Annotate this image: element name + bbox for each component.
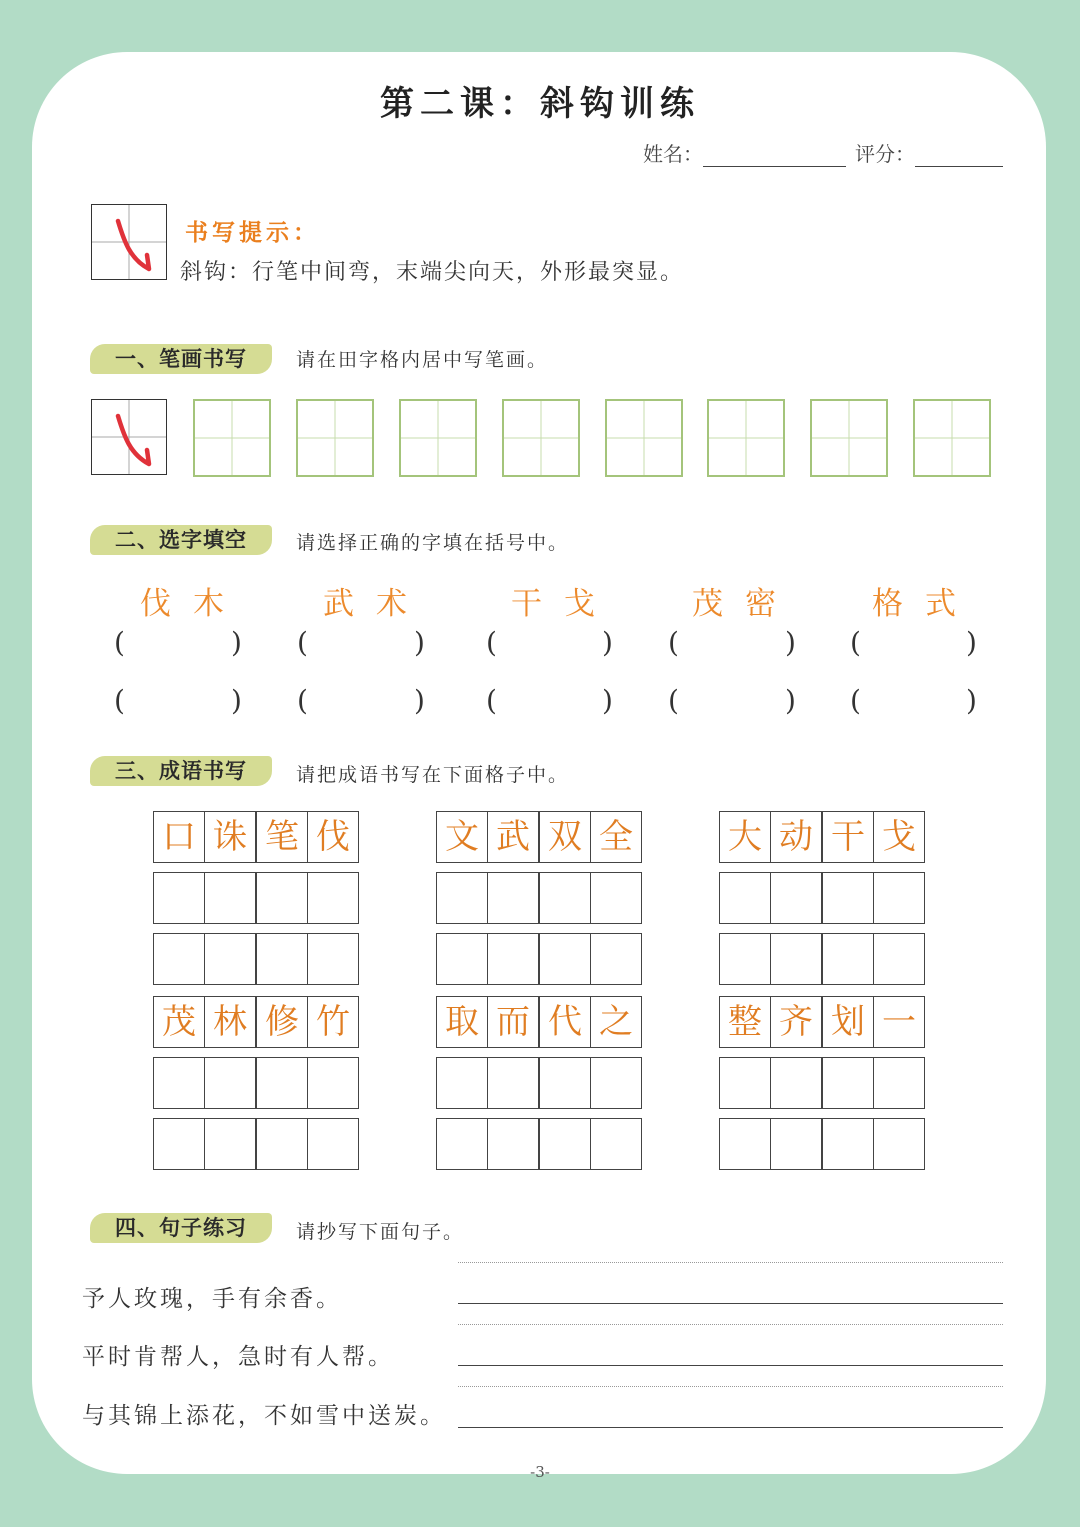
idiom-char: 而: [487, 996, 539, 1048]
name-label: 姓名：: [643, 142, 703, 166]
score-label: 评分：: [855, 142, 915, 166]
writing-cell[interactable]: [719, 1057, 771, 1109]
copy-guide-line: [458, 1386, 1003, 1387]
section-2-label: 二、选字填空: [90, 525, 272, 555]
idiom-char: 取: [436, 996, 488, 1048]
choice-pair: 武术: [323, 586, 429, 622]
idiom-char: 笔: [256, 811, 308, 863]
section-4-instruction: 请抄写下面句子。: [296, 1221, 465, 1243]
writing-cell[interactable]: [873, 872, 925, 924]
tianzige-box[interactable]: [193, 399, 271, 477]
writing-cell[interactable]: [873, 933, 925, 985]
writing-cell[interactable]: [539, 1118, 591, 1170]
writing-cell[interactable]: [307, 933, 359, 985]
idiom-char: 武: [487, 811, 539, 863]
writing-cell[interactable]: [539, 872, 591, 924]
score-blank[interactable]: [915, 146, 1003, 167]
writing-cell[interactable]: [436, 933, 488, 985]
writing-cell[interactable]: [256, 933, 308, 985]
writing-cell[interactable]: [487, 933, 539, 985]
idiom-char: 双: [539, 811, 591, 863]
idiom-char: 伐: [307, 811, 359, 863]
writing-cell[interactable]: [256, 1118, 308, 1170]
writing-cell[interactable]: [770, 933, 822, 985]
choice-pair: 伐木: [140, 586, 246, 622]
tianzige-box[interactable]: [399, 399, 477, 477]
writing-cell[interactable]: [487, 872, 539, 924]
writing-cell[interactable]: [590, 1057, 642, 1109]
idiom-char: 动: [770, 811, 822, 863]
tianzige-box[interactable]: [810, 399, 888, 477]
tianzige-box[interactable]: [605, 399, 683, 477]
section-3-instruction: 请把成语书写在下面格子中。: [296, 764, 570, 786]
writing-cell[interactable]: [539, 933, 591, 985]
choice-pair: 格式: [872, 586, 978, 622]
sentence-text: 予人玫瑰，手有余香。: [82, 1286, 342, 1312]
hint-title: 书写提示：: [185, 220, 320, 246]
hint-text: 斜钩：行笔中间弯，末端尖向天，外形最突显。: [180, 260, 685, 285]
idiom-char: 大: [719, 811, 771, 863]
writing-cell[interactable]: [487, 1057, 539, 1109]
writing-cell[interactable]: [153, 872, 205, 924]
section-2-instruction: 请选择正确的字填在括号中。: [296, 532, 570, 554]
writing-cell[interactable]: [307, 1118, 359, 1170]
writing-cell[interactable]: [770, 872, 822, 924]
idiom-char: 诛: [204, 811, 256, 863]
idiom-char: 整: [719, 996, 771, 1048]
idiom-char: 全: [590, 811, 642, 863]
writing-cell[interactable]: [822, 933, 874, 985]
writing-cell[interactable]: [204, 872, 256, 924]
name-field[interactable]: [643, 138, 846, 167]
writing-cell[interactable]: [307, 872, 359, 924]
writing-cell[interactable]: [436, 1057, 488, 1109]
writing-cell[interactable]: [719, 933, 771, 985]
copy-guide-line: [458, 1262, 1003, 1263]
tianzige-box[interactable]: [707, 399, 785, 477]
writing-cell[interactable]: [436, 1118, 488, 1170]
tianzige-box[interactable]: [913, 399, 991, 477]
idiom-char: 戈: [873, 811, 925, 863]
idiom-char: 文: [436, 811, 488, 863]
writing-cell[interactable]: [719, 1118, 771, 1170]
xiegou-stroke-icon: [92, 400, 168, 476]
writing-cell[interactable]: [590, 872, 642, 924]
writing-cell[interactable]: [770, 1057, 822, 1109]
name-blank[interactable]: [703, 146, 846, 167]
tianzige-box[interactable]: [296, 399, 374, 477]
idiom-char: 代: [539, 996, 591, 1048]
section-4-label: 四、句子练习: [90, 1213, 272, 1243]
copy-line[interactable]: [458, 1427, 1003, 1428]
idiom-char: 口: [153, 811, 205, 863]
xiegou-stroke-icon: [92, 205, 168, 281]
writing-cell[interactable]: [204, 1118, 256, 1170]
section-3-label: 三、成语书写: [90, 756, 272, 786]
page-number: -3-: [530, 1463, 550, 1481]
copy-line[interactable]: [458, 1303, 1003, 1304]
choice-pair: 茂密: [692, 586, 798, 622]
writing-cell[interactable]: [307, 1057, 359, 1109]
idiom-char: 林: [204, 996, 256, 1048]
writing-cell[interactable]: [153, 933, 205, 985]
stroke-sample-box: [91, 399, 167, 475]
choice-pair: 干戈: [511, 586, 617, 622]
page-title: 第二课：斜钩训练: [380, 84, 700, 124]
section-1-instruction: 请在田字格内居中写笔画。: [296, 349, 549, 371]
writing-cell[interactable]: [436, 872, 488, 924]
writing-cell[interactable]: [719, 872, 771, 924]
writing-cell[interactable]: [256, 1057, 308, 1109]
writing-cell[interactable]: [822, 1118, 874, 1170]
writing-cell[interactable]: [539, 1057, 591, 1109]
idiom-char: 齐: [770, 996, 822, 1048]
idiom-char: 一: [873, 996, 925, 1048]
tianzige-box[interactable]: [502, 399, 580, 477]
copy-guide-line: [458, 1324, 1003, 1325]
writing-cell[interactable]: [204, 1057, 256, 1109]
section-1-label: 一、笔画书写: [90, 344, 272, 374]
hint-stroke-box: [91, 204, 167, 280]
idiom-char: 修: [256, 996, 308, 1048]
writing-cell[interactable]: [204, 933, 256, 985]
idiom-char: 干: [822, 811, 874, 863]
writing-cell[interactable]: [873, 1057, 925, 1109]
writing-cell[interactable]: [822, 872, 874, 924]
idiom-char: 划: [822, 996, 874, 1048]
score-field[interactable]: [855, 138, 1003, 167]
idiom-char: 竹: [307, 996, 359, 1048]
writing-cell[interactable]: [256, 872, 308, 924]
writing-cell[interactable]: [770, 1118, 822, 1170]
writing-cell[interactable]: [873, 1118, 925, 1170]
writing-cell[interactable]: [590, 1118, 642, 1170]
writing-cell[interactable]: [487, 1118, 539, 1170]
sentence-text: 平时肯帮人，急时有人帮。: [82, 1344, 394, 1370]
writing-cell[interactable]: [153, 1118, 205, 1170]
writing-cell[interactable]: [153, 1057, 205, 1109]
copy-line[interactable]: [458, 1365, 1003, 1366]
writing-cell[interactable]: [822, 1057, 874, 1109]
idiom-char: 之: [590, 996, 642, 1048]
sentence-text: 与其锦上添花，不如雪中送炭。: [82, 1403, 446, 1429]
idiom-char: 茂: [153, 996, 205, 1048]
writing-cell[interactable]: [590, 933, 642, 985]
